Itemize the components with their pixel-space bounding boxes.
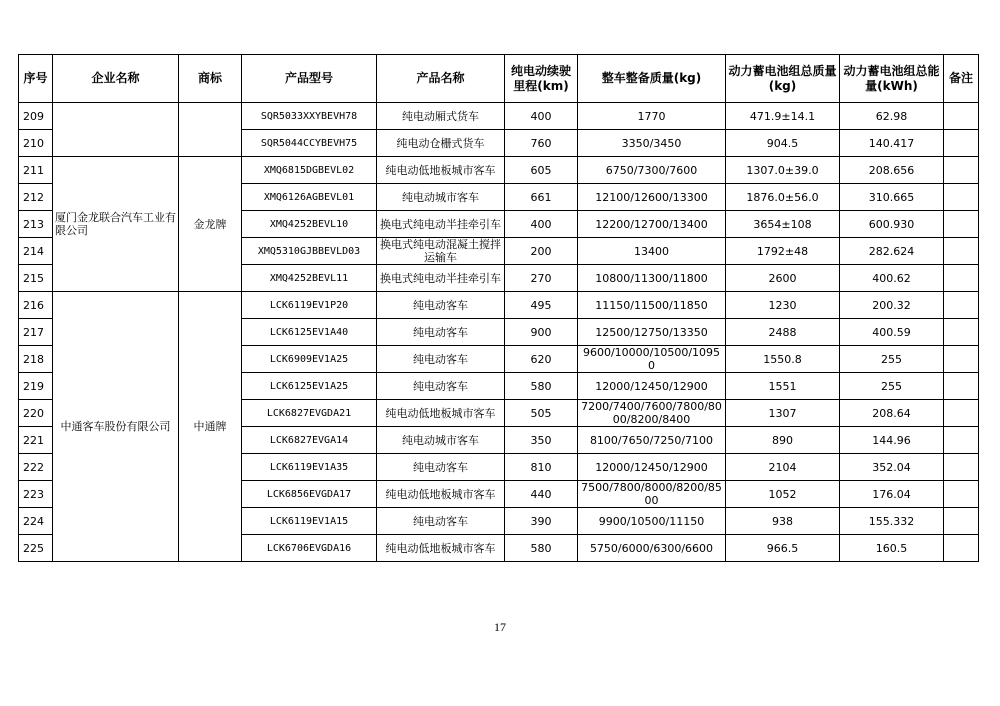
- brand-cell-empty: [179, 103, 242, 157]
- mass-cell: 6750/7300/7600: [578, 157, 726, 184]
- battery-energy-cell: 200.32: [840, 292, 944, 319]
- mass-cell: 12500/12750/13350: [578, 319, 726, 346]
- battery-mass-cell: 890: [726, 427, 840, 454]
- mass-cell: 13400: [578, 238, 726, 265]
- header-seq: 序号: [19, 55, 53, 103]
- model-cell: LCK6706EVGDA16: [242, 535, 377, 562]
- battery-mass-cell: 1307.0±39.0: [726, 157, 840, 184]
- battery-mass-cell: 1550.8: [726, 346, 840, 373]
- range-cell: 810: [505, 454, 578, 481]
- note-cell: [944, 157, 979, 184]
- model-cell: XMQ6126AGBEVL01: [242, 184, 377, 211]
- seq-cell: 221: [19, 427, 53, 454]
- model-cell: LCK6125EV1A25: [242, 373, 377, 400]
- product-cell: 纯电动城市客车: [377, 184, 505, 211]
- seq-cell: 214: [19, 238, 53, 265]
- mass-cell: 10800/11300/11800: [578, 265, 726, 292]
- note-cell: [944, 373, 979, 400]
- battery-mass-cell: 2600: [726, 265, 840, 292]
- mass-cell: 7500/7800/8000/8200/8500: [578, 481, 726, 508]
- product-cell: 纯电动客车: [377, 346, 505, 373]
- seq-cell: 223: [19, 481, 53, 508]
- note-cell: [944, 292, 979, 319]
- battery-energy-cell: 400.62: [840, 265, 944, 292]
- product-cell: 纯电动厢式货车: [377, 103, 505, 130]
- seq-cell: 217: [19, 319, 53, 346]
- product-cell: 纯电动低地板城市客车: [377, 157, 505, 184]
- note-cell: [944, 184, 979, 211]
- range-cell: 440: [505, 481, 578, 508]
- range-cell: 605: [505, 157, 578, 184]
- mass-cell: 5750/6000/6300/6600: [578, 535, 726, 562]
- battery-energy-cell: 144.96: [840, 427, 944, 454]
- note-cell: [944, 535, 979, 562]
- range-cell: 350: [505, 427, 578, 454]
- seq-cell: 215: [19, 265, 53, 292]
- model-cell: XMQ5310GJBBEVLD03: [242, 238, 377, 265]
- range-cell: 900: [505, 319, 578, 346]
- battery-energy-cell: 208.64: [840, 400, 944, 427]
- note-cell: [944, 427, 979, 454]
- range-cell: 620: [505, 346, 578, 373]
- note-cell: [944, 265, 979, 292]
- mass-cell: 9600/10000/10500/10950: [578, 346, 726, 373]
- note-cell: [944, 481, 979, 508]
- battery-mass-cell: 1307: [726, 400, 840, 427]
- battery-energy-cell: 352.04: [840, 454, 944, 481]
- note-cell: [944, 238, 979, 265]
- mass-cell: 11150/11500/11850: [578, 292, 726, 319]
- product-cell: 纯电动客车: [377, 508, 505, 535]
- range-cell: 400: [505, 211, 578, 238]
- table-row: [19, 292, 979, 319]
- model-cell: LCK6119EV1A15: [242, 508, 377, 535]
- battery-mass-cell: 471.9±14.1: [726, 103, 840, 130]
- range-cell: 580: [505, 535, 578, 562]
- range-cell: 760: [505, 130, 578, 157]
- product-cell: 换电式纯电动半挂牵引车: [377, 211, 505, 238]
- product-cell: 纯电动仓栅式货车: [377, 130, 505, 157]
- range-cell: 495: [505, 292, 578, 319]
- model-cell: XMQ4252BEVL11: [242, 265, 377, 292]
- battery-mass-cell: 904.5: [726, 130, 840, 157]
- mass-cell: 3350/3450: [578, 130, 726, 157]
- table-row: [19, 103, 979, 130]
- mass-cell: 12100/12600/13300: [578, 184, 726, 211]
- seq-cell: 210: [19, 130, 53, 157]
- note-cell: [944, 454, 979, 481]
- model-cell: LCK6119EV1A35: [242, 454, 377, 481]
- mass-cell: 12000/12450/12900: [578, 373, 726, 400]
- model-cell: LCK6856EVGDA17: [242, 481, 377, 508]
- vehicle-catalog-table: [18, 54, 979, 562]
- battery-mass-cell: 1792±48: [726, 238, 840, 265]
- note-cell: [944, 319, 979, 346]
- battery-energy-cell: 208.656: [840, 157, 944, 184]
- table-row: [19, 157, 979, 184]
- product-cell: 纯电动客车: [377, 373, 505, 400]
- battery-mass-cell: 966.5: [726, 535, 840, 562]
- seq-cell: 225: [19, 535, 53, 562]
- header-note: 备注: [944, 55, 979, 103]
- seq-cell: 213: [19, 211, 53, 238]
- battery-mass-cell: 3654±108: [726, 211, 840, 238]
- brand-cell: 中通牌: [179, 292, 242, 562]
- model-cell: LCK6827EVGA14: [242, 427, 377, 454]
- model-cell: LCK6125EV1A40: [242, 319, 377, 346]
- seq-cell: 222: [19, 454, 53, 481]
- header-brand: 商标: [179, 55, 242, 103]
- seq-cell: 224: [19, 508, 53, 535]
- model-cell: SQR5044CCYBEVH75: [242, 130, 377, 157]
- product-cell: 纯电动低地板城市客车: [377, 400, 505, 427]
- range-cell: 661: [505, 184, 578, 211]
- battery-mass-cell: 1551: [726, 373, 840, 400]
- model-cell: LCK6119EV1P20: [242, 292, 377, 319]
- model-cell: LCK6909EV1A25: [242, 346, 377, 373]
- company-cell-empty: [53, 103, 179, 157]
- seq-cell: 220: [19, 400, 53, 427]
- battery-mass-cell: 1230: [726, 292, 840, 319]
- battery-energy-cell: 255: [840, 346, 944, 373]
- note-cell: [944, 130, 979, 157]
- mass-cell: 8100/7650/7250/7100: [578, 427, 726, 454]
- model-cell: XMQ6815DGBEVL02: [242, 157, 377, 184]
- model-cell: SQR5033XXYBEVH78: [242, 103, 377, 130]
- company-cell: 中通客车股份有限公司: [53, 292, 179, 562]
- model-cell: LCK6827EVGDA21: [242, 400, 377, 427]
- header-product: 产品名称: [377, 55, 505, 103]
- header-range: 纯电动续驶里程(km): [505, 55, 578, 103]
- range-cell: 505: [505, 400, 578, 427]
- note-cell: [944, 400, 979, 427]
- battery-mass-cell: 2104: [726, 454, 840, 481]
- header-row: [19, 55, 979, 103]
- product-cell: 纯电动客车: [377, 292, 505, 319]
- seq-cell: 212: [19, 184, 53, 211]
- range-cell: 200: [505, 238, 578, 265]
- header-battery-energy: 动力蓄电池组总能量(kWh): [840, 55, 944, 103]
- battery-energy-cell: 400.59: [840, 319, 944, 346]
- product-cell: 换电式纯电动半挂牵引车: [377, 265, 505, 292]
- header-company: 企业名称: [53, 55, 179, 103]
- range-cell: 400: [505, 103, 578, 130]
- model-cell: XMQ4252BEVL10: [242, 211, 377, 238]
- note-cell: [944, 211, 979, 238]
- range-cell: 580: [505, 373, 578, 400]
- battery-energy-cell: 600.930: [840, 211, 944, 238]
- battery-energy-cell: 62.98: [840, 103, 944, 130]
- battery-energy-cell: 176.04: [840, 481, 944, 508]
- battery-energy-cell: 160.5: [840, 535, 944, 562]
- mass-cell: 12200/12700/13400: [578, 211, 726, 238]
- battery-energy-cell: 140.417: [840, 130, 944, 157]
- battery-energy-cell: 255: [840, 373, 944, 400]
- product-cell: 纯电动低地板城市客车: [377, 535, 505, 562]
- mass-cell: 12000/12450/12900: [578, 454, 726, 481]
- battery-energy-cell: 310.665: [840, 184, 944, 211]
- battery-energy-cell: 155.332: [840, 508, 944, 535]
- range-cell: 390: [505, 508, 578, 535]
- product-cell: 纯电动客车: [377, 319, 505, 346]
- product-cell: 换电式纯电动混凝土搅拌运输车: [377, 238, 505, 265]
- battery-energy-cell: 282.624: [840, 238, 944, 265]
- product-cell: 纯电动客车: [377, 454, 505, 481]
- product-cell: 纯电动低地板城市客车: [377, 481, 505, 508]
- header-battery-mass: 动力蓄电池组总质量(kg): [726, 55, 840, 103]
- mass-cell: 1770: [578, 103, 726, 130]
- seq-cell: 216: [19, 292, 53, 319]
- battery-mass-cell: 2488: [726, 319, 840, 346]
- page-number: 17: [494, 620, 506, 634]
- brand-cell: 金龙牌: [179, 157, 242, 292]
- header-model: 产品型号: [242, 55, 377, 103]
- battery-mass-cell: 938: [726, 508, 840, 535]
- mass-cell: 7200/7400/7600/7800/8000/8200/8400: [578, 400, 726, 427]
- company-cell: 厦门金龙联合汽车工业有限公司: [53, 157, 179, 292]
- note-cell: [944, 508, 979, 535]
- seq-cell: 211: [19, 157, 53, 184]
- seq-cell: 209: [19, 103, 53, 130]
- battery-mass-cell: 1876.0±56.0: [726, 184, 840, 211]
- seq-cell: 218: [19, 346, 53, 373]
- note-cell: [944, 103, 979, 130]
- mass-cell: 9900/10500/11150: [578, 508, 726, 535]
- battery-mass-cell: 1052: [726, 481, 840, 508]
- range-cell: 270: [505, 265, 578, 292]
- seq-cell: 219: [19, 373, 53, 400]
- product-cell: 纯电动城市客车: [377, 427, 505, 454]
- header-mass: 整车整备质量(kg): [578, 55, 726, 103]
- note-cell: [944, 346, 979, 373]
